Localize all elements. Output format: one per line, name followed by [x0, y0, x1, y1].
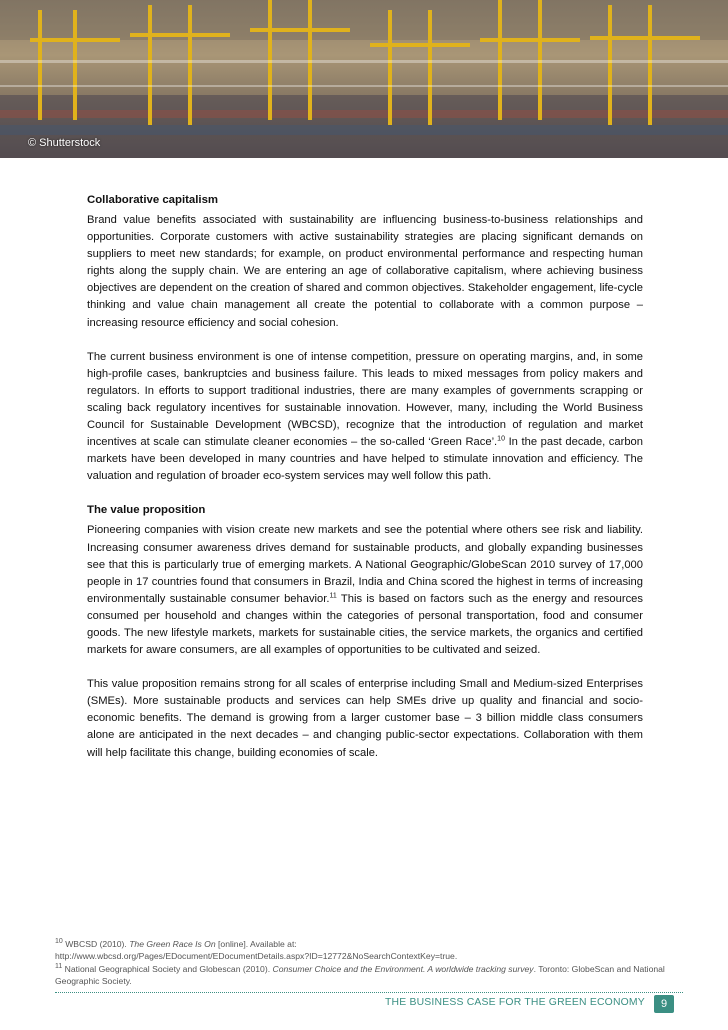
- paragraph: [87, 349, 643, 486]
- section-heading: Collaborative capitalism: [87, 194, 219, 206]
- page-number: 9: [654, 995, 674, 1013]
- port-cranes-illustration: [0, 0, 728, 158]
- footer-title: THE BUSINESS CASE FOR THE GREEN ECONOMY: [385, 997, 645, 1008]
- paragraph-text: Pioneering companies with vision create new markets and see the potential where others see risk and liability. Increasing consumer awareness drives demand for sustainable products, and globally expanding businesses see that this is particularly true of emerging markets. A National Geographic/GlobeScan 2010 survey of 17,000 people in 17 countries found that consumers in Brazil, India and China scored the highest in terms of increasing environmentally sustainable consumer behavior.: [87, 524, 643, 605]
- paragraph: [87, 522, 643, 659]
- paragraph: This value proposition remains strong for all scales of enterprise including Small and Medium-sized Enterprises (SMEs). More sustainable products and services can help SMEs drive up quality and financial and socio-economic benefits. The demand is growing from a larger customer base – 3 billion middle class consumers alone are anticipated in the next decades – and changing public-sector expectations. Collaboration with them will help facilitate this change, building economies of scale.: [87, 678, 643, 759]
- footnote-10: $^{10}$ WBCSD (2010). The Green Race Is On [online]. Available at: http://www.wbcsd.org/Pages/EDocument/EDocumentDetails.aspx?ID=12772&NoSearchContextKey=true.: [55, 938, 458, 962]
- paragraph: Brand value benefits associated with sustainability are influencing business-to-business relationships and opportunities. Corporate customers with active sustainability strategies are placing significant demands on suppliers to meet new standards; for example, on product environmental performance and respecting human rights along the supply chain. We are entering an age of collaborative capitalism, where achieving business objectives are dependent on the creation of shared and common objectives. Stakeholder engagement, life-cycle thinking and value chain management all create the potential to collaborate with a common purpose – increasing resource efficiency and social cohesion.: [87, 214, 643, 329]
- header-photo-port-cranes: [0, 0, 728, 158]
- footer-divider: [55, 992, 683, 993]
- footnote-url[interactable]: http://www.wbcsd.org/Pages/EDocument/EDocumentDetails.aspx?ID=12772&NoSearchContextKey=true.: [55, 951, 458, 962]
- paragraph-text: In the past decade, carbon markets have been developed in many countries and have helped to stimulate innovation and efficiency. The valuation and regulation of broader eco-system services may well follow this path.: [87, 436, 644, 483]
- footnote-ref: 10: [497, 435, 505, 443]
- footnotes: [55, 938, 675, 987]
- paragraph-text: This is based on factors such as the energy and resources consumed per household and changes within the categories of personal transportation, food and consumer goods. The new lifestyle markets, markets for sustainable cities, the service markets, the organics and certified markets for aware consumers, are all examples of opportunities to be cultivated and seized.: [87, 592, 643, 657]
- photo-credit: © Shutterstock: [28, 137, 101, 149]
- paragraph-text: The current business environment is one of intense competition, pressure on operating margins, and, in some high-profile cases, bankruptcies and business failure. This leads to mixed messages from policy makers and regulators. In efforts to support traditional industries, there are many examples of governments scrapping or scaling back regulatory incentives for sustainable innovation. However, many, including the World Business Council for Sustainable Development (WBCSD), recognize that the introduction of regulation and market incentives at scale can stimulate cleaner economies – the so-called ‘Green Race’.: [87, 350, 643, 449]
- section-heading: The value proposition: [87, 504, 206, 517]
- main-content: [87, 192, 643, 762]
- footnote-11: $^{11}$ National Geographical Society and Globescan (2010). Consumer Choice and the Environment. A worldwide tracking survey. Toronto: GlobeScan and National Geographic Society.: [55, 962, 665, 986]
- footnote-ref: 11: [329, 592, 337, 600]
